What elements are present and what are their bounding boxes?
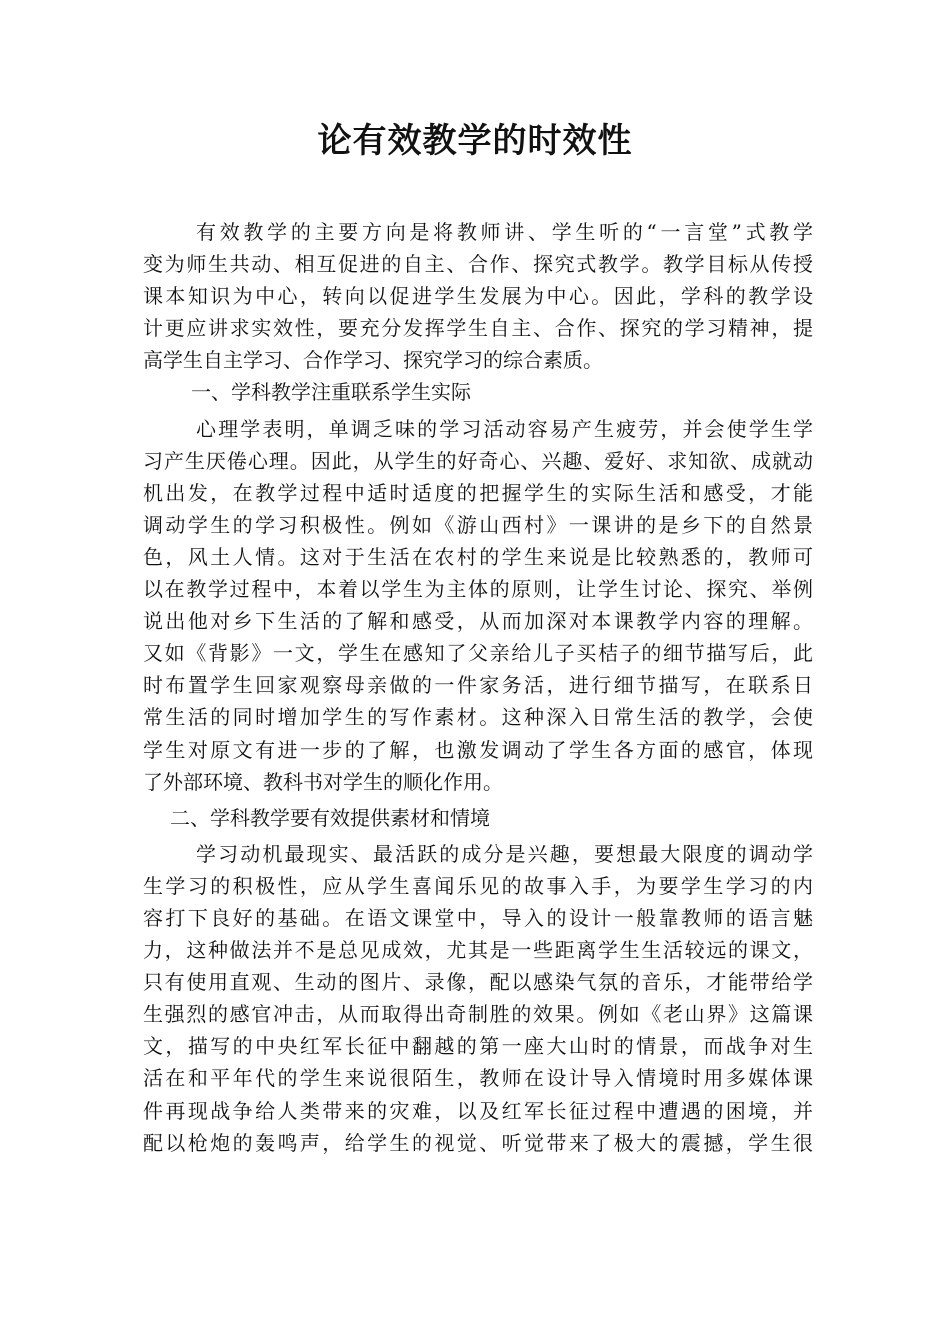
paragraph-line: 了外部环境、教科书对学生的顺化作用。: [143, 769, 503, 794]
paragraph-line: 活在和平年代的学生来说很陌生，教师在设计导入情境时用多媒体课: [143, 1066, 813, 1091]
paragraph-line: 变为师生共动、相互促进的自主、合作、探究式教学。教学目标从传授: [143, 252, 813, 277]
paragraph-line: 时布置学生回家观察母亲做的一件家务活，进行细节描写，在联系日: [143, 673, 813, 698]
paragraph-line: 件再现战争给人类带来的灾难，以及红军长征过程中遭遇的困境，并: [143, 1098, 813, 1123]
paragraph-line: 高学生自主学习、合作学习、探究学习的综合素质。: [143, 348, 603, 373]
paragraph-line: 容打下良好的基础。在语文课堂中，导入的设计一般靠教师的语言魅: [143, 905, 813, 930]
paragraph-line: 又如《背影》一文，学生在感知了父亲给儿子买桔子的细节描写后，此: [143, 641, 813, 666]
paragraph-line: 有效教学的主要方向是将教师讲、学生听的“一言堂”式教学: [196, 220, 813, 244]
paragraph-line: 机出发，在教学过程中适时适度的把握学生的实际生活和感受，才能: [143, 480, 813, 505]
paragraph-line: 说出他对乡下生活的了解和感受，从而加深对本课教学内容的理解。: [143, 609, 813, 634]
section-heading: 一、学科教学注重联系学生实际: [191, 380, 471, 405]
paragraph-line: 课本知识为中心，转向以促进学生发展为中心。因此，学科的教学设: [143, 284, 813, 309]
section-heading: 二、学科教学要有效提供素材和情境: [170, 805, 490, 830]
paragraph-line: 习产生厌倦心理。因此，从学生的好奇心、兴趣、爱好、求知欲、成就动: [143, 448, 813, 473]
paragraph-line: 计更应讲求实效性，要充分发挥学生自主、合作、探究的学习精神，提: [143, 316, 813, 341]
paragraph-line: 生学习的积极性，应从学生喜闻乐见的故事入手，为要学生学习的内: [143, 873, 813, 898]
paragraph-line: 生强烈的感官冲击，从而取得出奇制胜的效果。例如《老山界》这篇课: [143, 1002, 813, 1027]
paragraph-line: 力，这种做法并不是总见成效，尤其是一些距离学生生活较远的课文，: [143, 938, 813, 963]
document-title: 论有效教学的时效性: [317, 121, 633, 161]
paragraph-line: 学生对原文有进一步的了解，也激发调动了学生各方面的感官，体现: [143, 737, 813, 762]
paragraph-line: 文，描写的中央红军长征中翻越的第一座大山时的情景，而战争对生: [143, 1034, 813, 1059]
paragraph-line: 调动学生的学习积极性。例如《游山西村》一课讲的是乡下的自然景: [143, 512, 813, 537]
document-body: [143, 216, 813, 1159]
paragraph-line: 色，风土人情。这对于生活在农村的学生来说是比较熟悉的，教师可: [143, 544, 813, 569]
paragraph-line: 学习动机最现实、最活跃的成分是兴趣，要想最大限度的调动学: [196, 841, 813, 866]
paragraph-line: 只有使用直观、生动的图片、录像，配以感染气氛的音乐，才能带给学: [143, 970, 813, 995]
paragraph-line: 心理学表明，单调乏味的学习活动容易产生疲劳，并会使学生学: [196, 416, 813, 441]
paragraph-line: 常生活的同时增加学生的写作素材。这种深入日常生活的教学，会使: [143, 705, 813, 730]
paragraph-line: 以在教学过程中，本着以学生为主体的原则，让学生讨论、探究、举例: [143, 577, 813, 602]
paragraph-line: 配以枪炮的轰鸣声，给学生的视觉、听觉带来了极大的震撼，学生很: [143, 1130, 813, 1155]
